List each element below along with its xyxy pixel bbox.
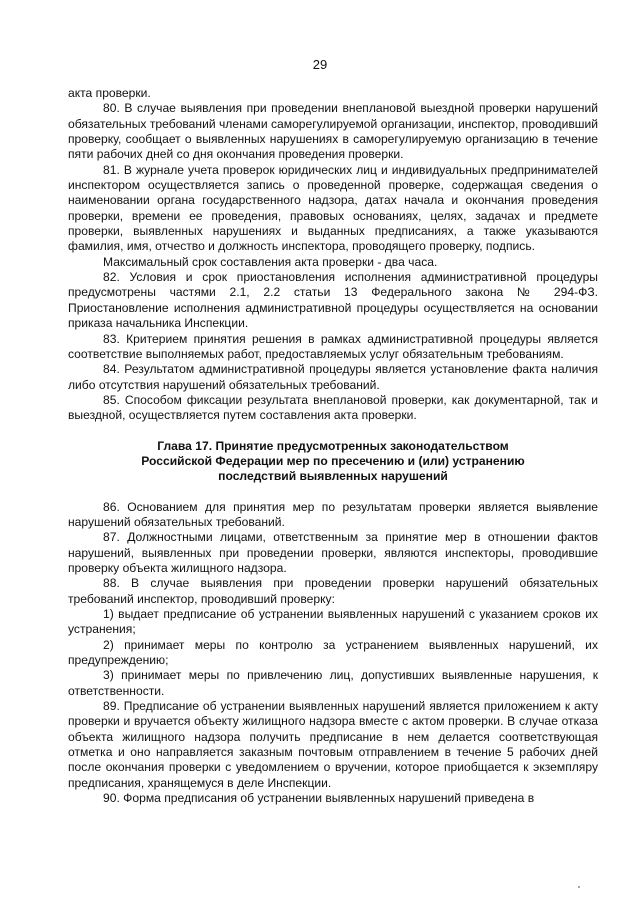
paragraph-85: 85. Способом фиксации результата внеплановой проверки, как документарной, так и выездной, осуществляется путем составления акта проверки. <box>68 392 598 423</box>
document-body <box>68 86 598 806</box>
paragraph-83: 83. Критерием принятия решения в рамках административной процедуры является соответствие выполняемых работ, предоставляемых услуг обязательным требованиям. <box>68 331 598 361</box>
paragraph-82: 82. Условия и срок приостановления исполнения административной процедуры предусмотрены частями 2.1, 2.2 статьи 13 Федерального закона № 294-ФЗ. Приостановление исполнения административной процедуры осуществляется на основании приказа начальника Инспекции. <box>68 270 598 331</box>
paragraph-89: 89. Предписание об устранении выявленных нарушений является приложением к акту проверки и вручается объекту жилищного надзора вместе с актом проверки. В случае отказа объекта жилищного надзора получить предписание в нем делается соответствующая отметка и оно направляется заказным почтовым отправлением в течение 5 рабочих дней после окончания проверки с уведомлением о вручении, которое приобщается к экземпляру предписания, хранящемуся в деле Инспекции. <box>68 699 598 790</box>
paragraph-90: 90. Форма предписания об устранении выявленных нарушений приведена в <box>103 791 535 806</box>
paragraphs-before <box>68 86 598 424</box>
paragraph-88-item-1: 1) выдает предписание об устранении выявленных нарушений с указанием сроков их устранения; <box>68 607 598 637</box>
paragraph-86: 86. Основанием для принятия мер по результатам проверки является выявление нарушений обязательных требований. <box>68 499 598 529</box>
page-number: 29 <box>312 57 328 72</box>
paragraph-continuation: акта проверки. <box>68 86 151 100</box>
chapter-heading-line-2: Российской Федерации мер по пресечению и (или) устранению <box>141 453 525 468</box>
paragraph-88: 88. В случае выявления при проведении проверки нарушений обязательных требований инспектор, проводивший проверку: <box>68 576 598 606</box>
paragraph-81: 81. В журнале учета проверок юридических лиц и индивидуальных предпринимателей инспектором осуществляется запись о проведенной проверке, содержащая сведения о наименовании органа государственного надзора, датах начала и окончания проведения проверки, времени ее проведения, правовых основаниях, целях, задачах и предмете проверки, выявленных нарушениях и выданных предписаниях, а также указываются фамилия, имя, отчество и должность инспектора, проводящего проверку, подпись. <box>68 162 598 254</box>
chapter-heading-line-1: Глава 17. Принятие предусмотренных законодательством <box>157 438 509 453</box>
paragraph-88-item-3: 3) принимает меры по привлечению лиц, допустивших выявленные нарушения, к ответственности. <box>68 668 598 698</box>
chapter-heading <box>68 439 598 485</box>
paragraph-80: 80. В случае выявления при проведении внеплановой выездной проверки нарушений обязательных требований членами саморегулируемой организации, инспектор, проводивший проверку, сообщает о выявленных нарушениях в саморегулируемую организацию в течение пяти рабочих дней со дня окончания проведения проверки. <box>68 101 598 162</box>
paragraphs-after <box>68 500 598 807</box>
paragraph-84: 84. Результатом административной процедуры является установление факта наличия либо отсутствия нарушений обязательных требований. <box>68 362 598 392</box>
paragraph-88-item-2: 2) принимает меры по контролю за устранением выявленных нарушений, их предупреждению; <box>68 637 598 668</box>
paragraph-87: 87. Должностными лицами, ответственным за принятие мер в отношении фактов нарушений, выявленных при проведении проверки, являются инспекторы, проводившие проверку объекта жилищного надзора. <box>68 530 598 575</box>
scan-speck <box>578 886 580 888</box>
chapter-heading-line-3: последствий выявленных нарушений <box>218 469 448 484</box>
paragraph-max-time: Максимальный срок составления акта проверки - два часа. <box>103 254 438 269</box>
